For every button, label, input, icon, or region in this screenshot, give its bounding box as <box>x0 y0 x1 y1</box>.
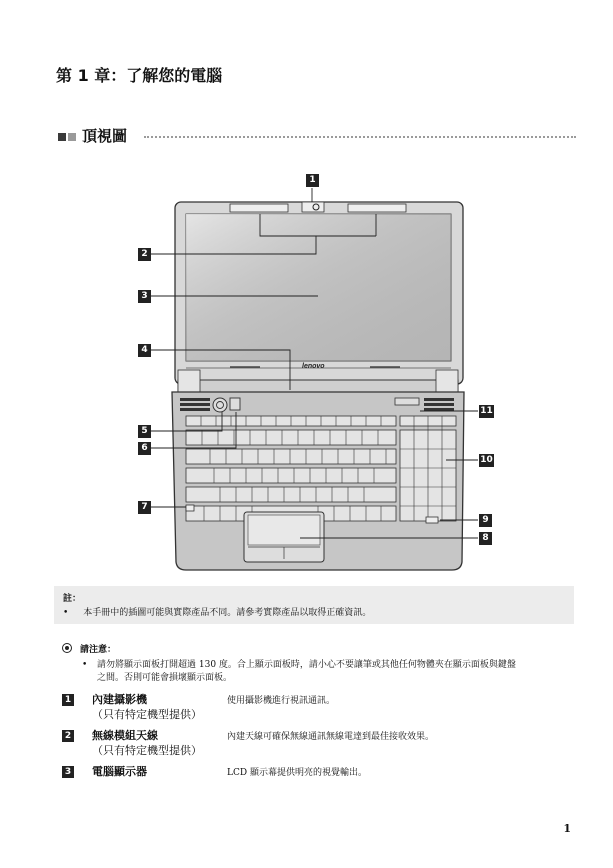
callout-2: 2 <box>138 248 151 261</box>
caution-bullet: • <box>82 660 88 670</box>
wireless-indicator <box>186 505 194 511</box>
callout-1: 1 <box>306 174 319 187</box>
section-rule <box>144 136 576 138</box>
callout-9: 9 <box>479 514 492 527</box>
power-button <box>213 398 227 412</box>
antenna-right <box>348 204 406 212</box>
note-box <box>54 586 574 624</box>
page-number: 1 <box>563 822 571 835</box>
callout-7: 7 <box>138 501 151 514</box>
item-title: 內建攝影機 <box>92 693 147 706</box>
item-description: LCD 顯示幕提供明亮的視覺輸出。 <box>227 768 367 778</box>
item-name <box>92 764 147 779</box>
chapter-title: 第 1 章：了解您的電腦 <box>56 66 223 85</box>
item-subtitle: （只有特定機型提供） <box>92 744 202 757</box>
note-text: 本手冊中的插圖可能與實際產品不同。請參考實際產品以取得正確資訊。 <box>83 608 372 618</box>
item-subtitle: （只有特定機型提供） <box>92 708 202 721</box>
callout-8: 8 <box>479 532 492 545</box>
item-title: 電腦顯示器 <box>92 765 147 778</box>
list-item <box>62 764 562 800</box>
callout-4: 4 <box>138 344 151 357</box>
item-name <box>92 692 202 722</box>
callout-11: 11 <box>480 406 493 416</box>
onekey-button <box>230 398 240 410</box>
antenna-left <box>230 204 288 212</box>
caution-line-2: 之間。否則可能會損壞顯示面板。 <box>97 673 233 683</box>
note-text-line <box>63 605 371 618</box>
item-description: 使用攝影機進行視訊通訊。 <box>227 696 336 706</box>
list-item <box>62 728 562 764</box>
callout-10: 10 <box>480 455 493 465</box>
section-marker-dark <box>58 133 66 141</box>
caution-title: 請注意： <box>80 645 117 655</box>
component-list <box>62 692 562 800</box>
section-title: 頂視圖 <box>82 127 128 145</box>
attention-icon <box>62 643 72 653</box>
laptop-illustration <box>0 160 613 580</box>
item-number: 3 <box>62 766 74 778</box>
status-indicators <box>395 398 419 405</box>
callout-5: 5 <box>138 425 151 438</box>
item-number: 1 <box>62 694 74 706</box>
callout-3: 3 <box>138 290 151 303</box>
caution-text <box>82 659 562 685</box>
list-item <box>62 692 562 728</box>
callout-6: 6 <box>138 442 151 455</box>
brand-label: lenovo <box>302 363 325 370</box>
section-header <box>56 125 576 147</box>
note-bullet: • <box>63 608 69 618</box>
note-title: 註： <box>63 594 82 604</box>
item-number: 2 <box>62 730 74 742</box>
caution-line-1: 請勿將顯示面板打開超過 130 度。合上顯示面板時，請小心不要讓筆或其他任何物體夾在顯示面板與鍵盤 <box>97 660 516 670</box>
item-description: 內建天線可確保無線通訊無線電達到最佳接收效果。 <box>227 732 435 742</box>
item-title: 無線模組天線 <box>92 729 158 742</box>
laptop-top-view-figure <box>0 160 613 580</box>
item-name <box>92 728 202 758</box>
caution-title-row <box>62 642 562 655</box>
fingerprint-reader <box>426 517 438 523</box>
section-marker-light <box>68 133 76 141</box>
caution-block <box>62 642 562 685</box>
